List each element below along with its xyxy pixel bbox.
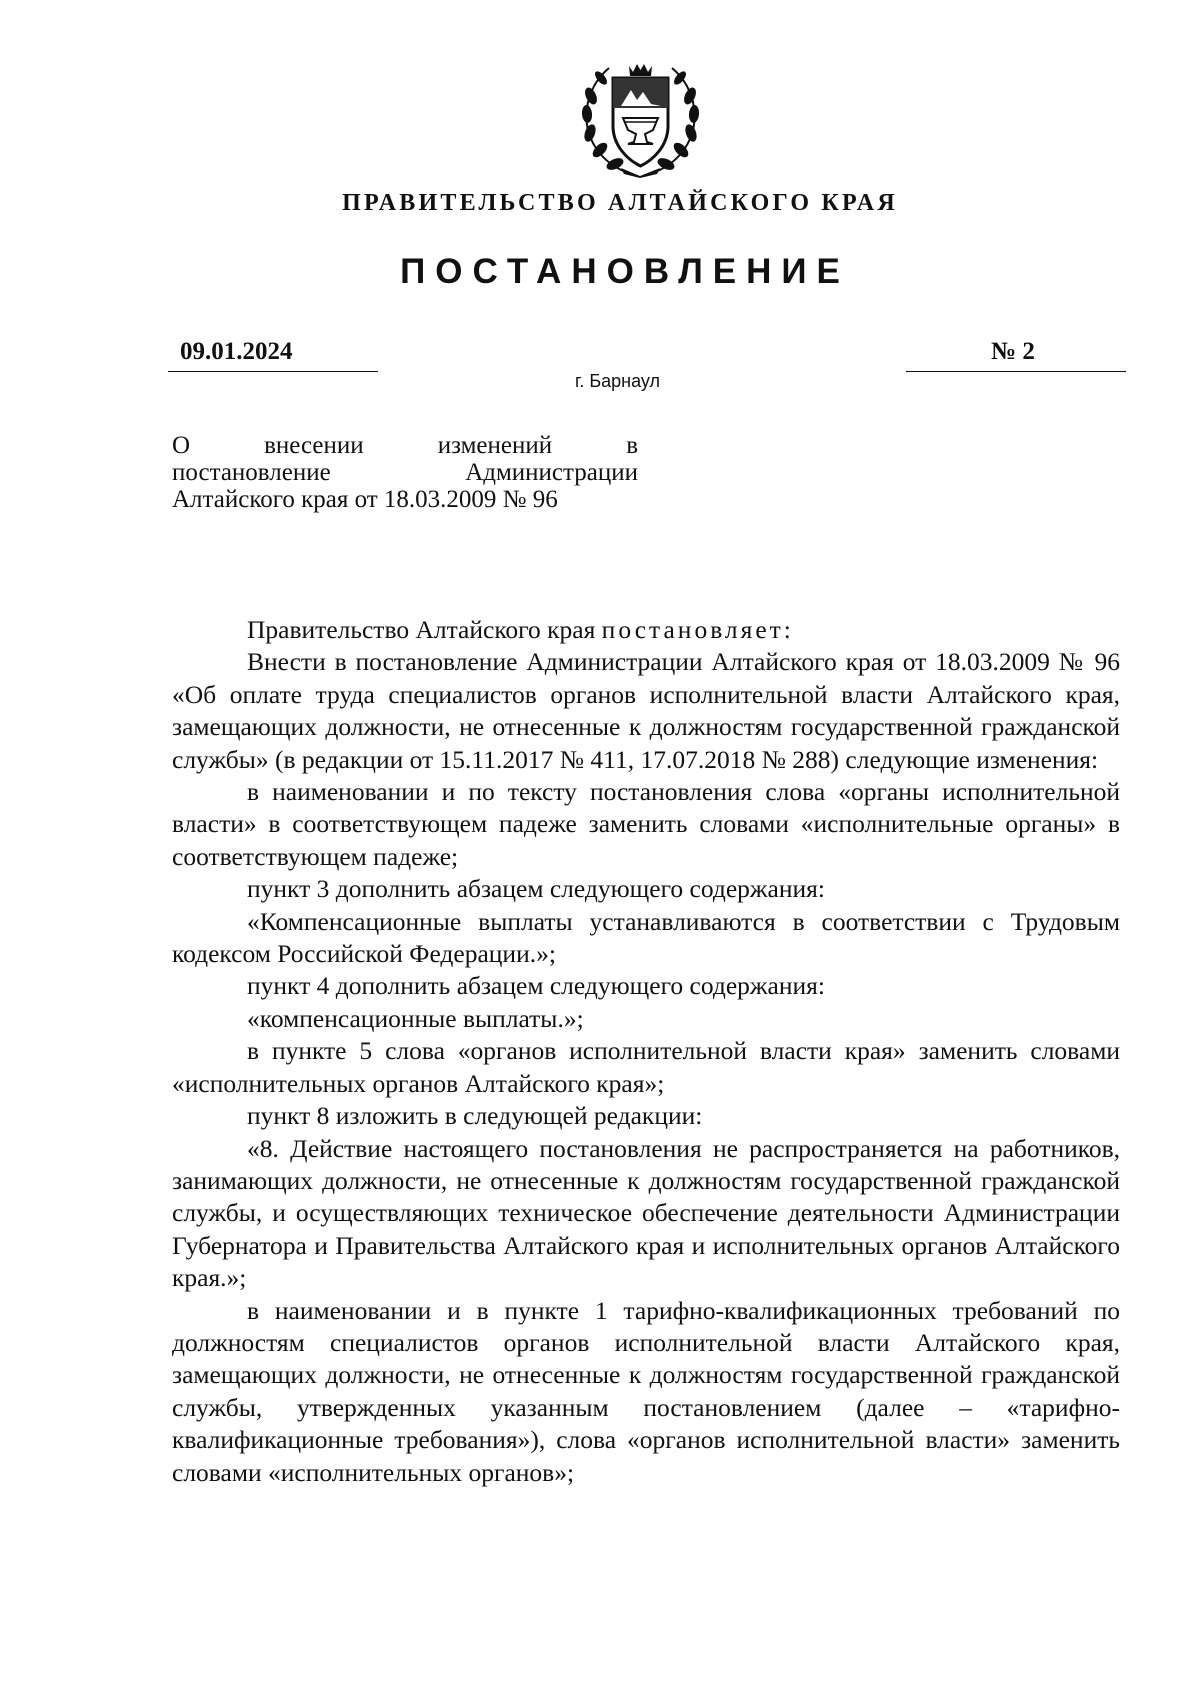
decree-word: постановляет: [601,615,794,644]
document-subject [172,432,638,513]
body-paragraph: в наименовании и по тексту постановления слова «органы исполнительной власти» в соответствующем падеже заменить словами «исполнительные органы» в соответствующем падеже; [172,777,1120,871]
number-field [906,338,1126,372]
subject-line: Алтайского края от 18.03.2009 № 96 [172,486,558,513]
document-date: 09.01.2024 [180,338,293,365]
decree-intro [172,614,1120,646]
body-paragraph: Внести в постановление Администрации Алтайского края от 18.03.2009 № 96 «Об оплате труда специалистов органов исполнительной власти Алтайского края, замещающих должности, не отнесенные к должностям государственной гражданской службы» (в редакции от 15.11.2017 № 411, 17.07.2018 № 288) следующие изменения: [172,647,1120,774]
document-type: ПОСТАНОВЛЕНИЕ [400,252,850,291]
body-paragraph: в пункте 5 слова «органов исполнительной власти края» заменить словами «исполнительных органов Алтайского края»; [172,1036,1120,1098]
body-paragraph: «8. Действие настоящего постановления не распространяется на работников, занимающих должности, не отнесенные к должностям государственной гражданской службы, и осуществляющих техническое обеспечение деятельности Администрации Губернатора и Правительства Алтайского края и исполнительных органов Алтайского края.»; [172,1133,1120,1293]
subject-line: О внесении изменений в [172,432,638,459]
body-paragraph: пункт 4 дополнить абзацем следующего содержания: [247,971,825,1001]
document-body [172,614,1120,1489]
body-paragraph: «Компенсационные выплаты устанавливаются в соответствии с Трудовым кодексом Российской Федерации.»; [172,906,1120,969]
city-label: г. Барнаул [574,371,661,391]
body-paragraph: в наименовании и в пункте 1 тарифно-квалификационных требований по должностям специалистов органов исполнительной власти Алтайского края, замещающих должности, не отнесенные к должностям государственной гражданской службы, утвержденных указанным постановлением (далее – «тарифно-квалификационные требования»), слова «органов исполнительной власти» заменить словами «исполнительных органов»; [172,1295,1120,1487]
subject-line: постановление Администрации [172,459,638,486]
coat-of-arms-icon [573,56,708,178]
decree-intro-text: Правительство Алтайского края [247,615,602,644]
government-title: ПРАВИТЕЛЬСТВО АЛТАЙСКОГО КРАЯ [342,190,898,216]
date-field [168,338,378,372]
body-paragraph: пункт 3 дополнить абзацем следующего содержания: [247,874,825,904]
body-paragraph: пункт 8 изложить в следующей редакции: [247,1101,703,1131]
document-number: № 2 [991,338,1035,365]
body-paragraph: «компенсационные выплаты.»; [247,1003,584,1033]
